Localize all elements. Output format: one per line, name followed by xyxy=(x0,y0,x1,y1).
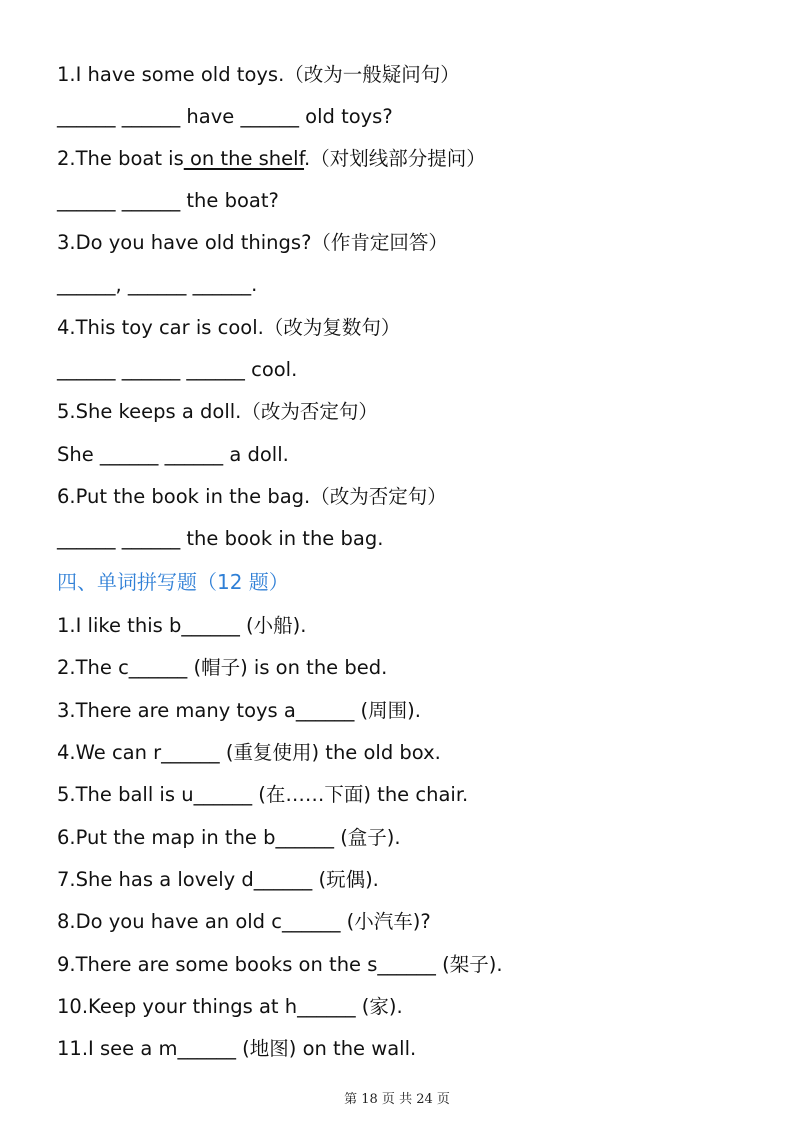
list-item: 4.We can r______ (重复使用) the old box. xyxy=(57,741,441,764)
section-heading-spelling: 四、单词拼写题（12 题） xyxy=(57,570,289,594)
q5-answer-blanks: She ______ ______ a doll. xyxy=(57,443,289,466)
q2-prompt-start: 2.The boat is xyxy=(57,147,184,170)
q4-answer-blanks: ______ ______ ______ cool. xyxy=(57,358,298,381)
list-item: 1.I like this b______ (小船). xyxy=(57,614,307,637)
list-item: 10.Keep your things at h______ (家). xyxy=(57,995,403,1018)
page-number-footer: 第 18 页 共 24 页 xyxy=(344,1092,450,1107)
list-item: 9.There are some books on the s______ (架子). xyxy=(57,953,503,976)
list-item: 5.The ball is u______ (在……下面) the chair. xyxy=(57,783,469,806)
list-item: 3.There are many toys a______ (周围). xyxy=(57,699,421,722)
q2-prompt-end: .（对划线部分提问） xyxy=(304,147,486,170)
q2-prompt xyxy=(57,146,486,172)
q6-prompt: 6.Put the book in the bag.（改为否定句） xyxy=(57,485,447,508)
list-item: 6.Put the map in the b______ (盒子). xyxy=(57,826,401,849)
list-item: 11.I see a m______ (地图) on the wall. xyxy=(57,1037,417,1060)
list-item: 8.Do you have an old c______ (小汽车)? xyxy=(57,910,431,933)
q5-prompt: 5.She keeps a doll.（改为否定句） xyxy=(57,400,378,423)
q2-underlined-phrase: on the shelf xyxy=(183,147,305,170)
q1-prompt: 1.I have some old toys.（改为一般疑问句） xyxy=(57,63,460,86)
q3-prompt: 3.Do you have old things?（作肯定回答） xyxy=(57,231,448,254)
q3-answer-blanks: ______, ______ ______. xyxy=(57,273,258,296)
q1-answer-blanks: ______ ______ have ______ old toys? xyxy=(57,105,393,128)
q6-answer-blanks: ______ ______ the book in the bag. xyxy=(57,527,384,550)
list-item: 2.The c______ (帽子) is on the bed. xyxy=(57,656,388,679)
q4-prompt: 4.This toy car is cool.（改为复数句） xyxy=(57,316,401,339)
q2-answer-blanks: ______ ______ the boat? xyxy=(57,189,279,212)
list-item: 7.She has a lovely d______ (玩偶). xyxy=(57,868,379,891)
